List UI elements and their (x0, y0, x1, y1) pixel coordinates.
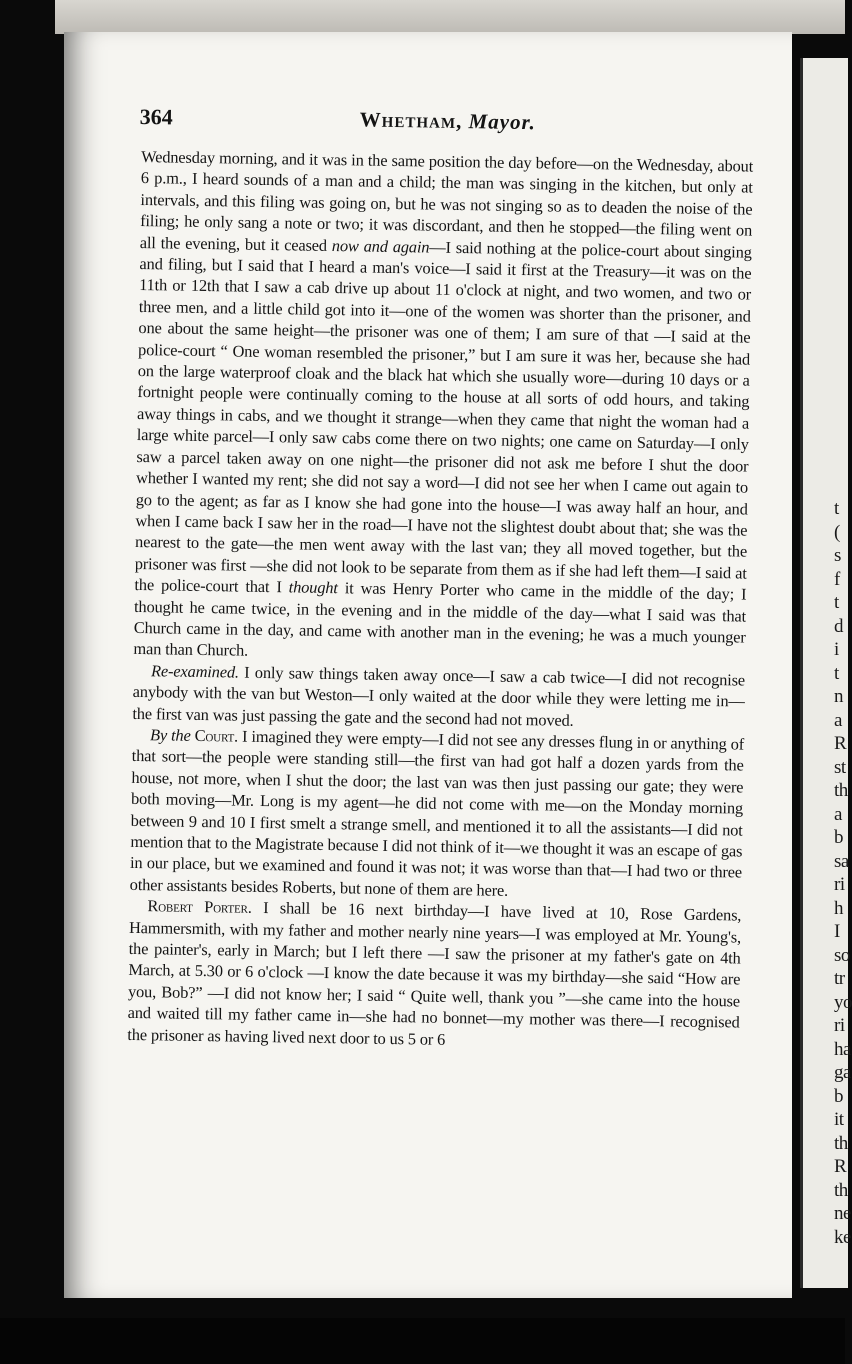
paragraph-witness-robert-porter (127, 895, 741, 1054)
facing-page-fragment: ke (834, 1226, 851, 1248)
book-page (64, 32, 792, 1298)
facing-page-fragment: ha (834, 1038, 851, 1060)
facing-page-fragment: th (834, 780, 848, 801)
paragraph-text: I imagined they were empty—I did not see any dresses flung in or anything of that sort—the people were standing still—the first van had got half a dozen yards from the house, not more, when I shut the door; the last van was then just passing our gate; they were both moving—Mr. Long is my agent—he did not come with me—on the Monday morning between 9 and 10 I first smelt a strange smell, and mentioned it to all the assistants—I did not mention that to the Magistrate because I did not think of it—we thought it was an escape of gas in our place, but we examined and found it was not; it was worse than that—I had two or three other assistants besides Roberts, but none of them are here. (129, 726, 745, 900)
scan-top-edge (55, 0, 845, 34)
running-head (141, 104, 753, 148)
facing-page-fragment: th (834, 1179, 848, 1201)
facing-page-fragment: ( (834, 521, 840, 543)
facing-page-fragment: yo (834, 991, 852, 1013)
facing-page-fragment: b (834, 827, 843, 848)
paragraph-re-examined (132, 660, 745, 734)
facing-page-fragment: I (834, 921, 840, 942)
paragraph-cross-examination (133, 146, 753, 669)
facing-page-fragment: s (834, 545, 841, 566)
paragraph-by-the-court (130, 724, 745, 905)
facing-page-fragment: th (834, 1132, 848, 1154)
section-label: By the (149, 725, 191, 745)
paragraph-text: it was Henry Porter who came in the middle of the day; I thought he came twice, in the evening and in the middle of the day—what I said was that Church came in the day, and came with another man in the evening; he was a much younger man than Church. (133, 578, 747, 661)
facing-page-fragment: R (834, 733, 847, 754)
running-title (360, 107, 536, 135)
facing-page-fragment: tr (834, 968, 845, 989)
page-content (127, 104, 754, 1055)
facing-page-fragment: d (834, 615, 843, 637)
paragraph-text: I shall be 16 next birthday—I have lived at 10, Rose Gardens, Hammersmith, with my father and mother nearly nine years—I was employed at Mr. Young's, the painter's, early in March; but I left there —I saw the prisoner at my father's gate on 4th March, at 5.30 or 6 o'clock —I know the date because it was my birthday—she said “How are you, Bob?” —I did not know her; I said “ Quite well, thank you ”—she came into the house and waited till my father came in—she had no bonnet—my mother was there—I recognised the prisoner as having lived next door to us 5 or 6 (127, 898, 742, 1049)
facing-page-fragment: h (834, 897, 843, 919)
running-title-suffix: Mayor. (468, 109, 537, 135)
facing-page-fragment: sa (834, 850, 849, 872)
section-label: Court. (194, 725, 239, 746)
facing-page-fragment: ga (834, 1062, 851, 1083)
paragraph-text: —I said nothing at the police-court about singing and filing, but I said that I heard a man's voice—I said it first at the Treasury—it was on the 11th or 12th that I saw a cab drive up about 11 o'clock at night, and two women, and two or three men, and a little child got into it—one of the women was shorter than the prisoner, and one about the same height—the prisoner was one of them; I am sure of that —I said at the police-court “ One woman resembled the prisoner,” but I am sure it was her, because she had on the large waterproof cloak and the black hat which she usually wore—during 10 days or a fortnight people were continually coming to the house at all sorts of odd hours, and taking away things in cabs, and we thought it strange—when they came that night the woman had a large white parcel—I only saw cabs come there on two nights; one came on Saturday—I only saw a parcel taken away on one night—the prisoner did not ask me before I shut the door whether I wanted my rent; she did not say a word—I did not see her when I came out again to go to the agent; as far as I know she had gone into the house—I was away half an hour, and when I came back I saw her in the road—I have not the slightest doubt about that; she was the nearest to the gate—the men went away with the last van; they all moved together, but the prisoner was first —she did not look to be separate from them as if she had left them—I said at the police-court that I (134, 237, 752, 597)
facing-page-fragment: st (834, 756, 846, 778)
facing-page-fragment: n (834, 686, 843, 707)
italic-phrase: thought (288, 577, 338, 598)
facing-page-fragment: t (834, 498, 839, 519)
paragraph-text: Wednesday morning, and it was in the same position the day before—on the Wednesday, about 6 p.m., I heard sounds of a man and a child; the man was singing in the kitchen, but only at intervals, and this filing was going on, but he was not singing so as to deaden the noise of the filing; he only sang a note or two; it was discordant, and then he stopped—the filing went on all the evening, but it ceased (139, 146, 754, 255)
section-label: Re-examined. (150, 660, 240, 682)
body-text (127, 146, 753, 1055)
facing-page-fragment: t (834, 662, 839, 684)
paragraph-text: I only saw things taken away once—I saw a cab twice—I did not recognise anybody with the van but Weston—I only waited at the door while they were letting me in—the first van was just passing the gate and the second had not moved. (132, 662, 746, 730)
facing-page-fragment: b (834, 1085, 843, 1107)
facing-page-fragment: a (834, 709, 842, 731)
facing-page-fragment: i (834, 639, 839, 660)
italic-phrase: now and again (331, 235, 430, 257)
facing-page-fragment: t (834, 592, 839, 613)
facing-page-fragment: so (834, 944, 850, 966)
facing-page-edge (800, 58, 852, 1288)
facing-page-fragment: it (834, 1109, 844, 1130)
scan-bottom-edge (0, 1318, 845, 1364)
facing-page-fragment: R (834, 1156, 847, 1177)
facing-page-fragment: ri (834, 874, 845, 895)
facing-page-fragment: a (834, 803, 842, 825)
facing-page-fragment: ne (834, 1203, 851, 1224)
running-title-name: Whetham, (359, 107, 463, 134)
facing-page-fragment: ri (834, 1015, 845, 1036)
page-number: 364 (139, 103, 173, 130)
witness-name: Robert Porter. (147, 896, 252, 918)
facing-page-fragment: f (834, 568, 840, 590)
